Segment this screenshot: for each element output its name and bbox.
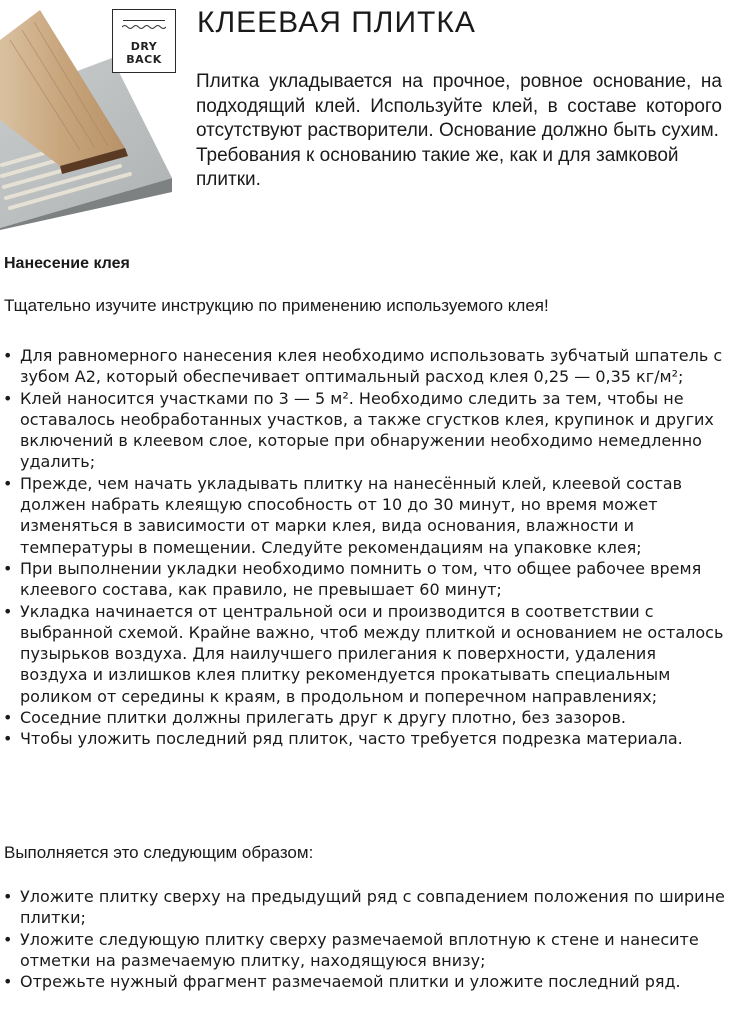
list-item: • Соседние плитки должны прилегать друг к другу плотно, без зазоров.: [0, 707, 726, 728]
page-title: КЛЕЕВАЯ ПЛИТКА: [197, 6, 476, 39]
logo-line1: DRY: [130, 40, 158, 53]
dry-back-logo: [112, 9, 176, 73]
intro-paragraph-2: Требования к основанию такие же, как и для замковой плитки.: [196, 144, 679, 190]
wave-icon: [122, 24, 166, 30]
method-intro-text: Выполняется это следующим образом:: [4, 843, 314, 862]
list-item: • Клей наносится участками по 3 — 5 м². Необходимо следить за тем, чтобы не оставалось необработанных участков, а также сгустков клея, крупинок и других включений в клеевом слое, которые при обнаружении необходимо немедленно удалить;: [0, 388, 726, 473]
logo-text: [113, 40, 175, 66]
list-item: • Уложите плитку сверху на предыдущий ряд с совпадением положения по ширине плитки;: [0, 886, 726, 929]
list-item: • Отрежьте нужный фрагмент размечаемой плитки и уложите последний ряд.: [0, 971, 726, 992]
instruction-text: Тщательно изучите инструкцию по применению используемого клея!: [4, 296, 549, 315]
logo-line2: BACK: [126, 53, 162, 66]
list-item: • Для равномерного нанесения клея необходимо использовать зубчатый шпатель с зубом А2, который обеспечивает оптимальный расход клея 0,25 — 0,35 кг/м²;: [0, 345, 726, 388]
list-item: • При выполнении укладки необходимо помнить о том, что общее рабочее время клеевого состава, как правило, не превышает 60 минут;: [0, 558, 726, 601]
list-item: • Прежде, чем начать укладывать плитку на нанесённый клей, клеевой состав должен набрать клеящую способность от 10 до 30 минут, но время может изменяться в зависимости от марки клея, вида основания, влажности и температуры в помещении. Следуйте рекомендациям на упаковке клея;: [0, 473, 726, 558]
logo-line-decoration: [123, 20, 165, 21]
list-item: • Укладка начинается от центральной оси и производится в соответствии с выбранной схемой. Крайне важно, чтоб между плиткой и основанием не осталось пузырьков воздуха. Для наилучшего прилегания к поверхности, удаления воздуха и излишков клея плитку рекомендуется прокатывать специальным роликом от середины к краям, в продольном и поперечном направлениях;: [0, 601, 726, 707]
intro-text: [196, 70, 722, 193]
list-item: • Чтобы уложить последний ряд плиток, часто требуется подрезка материала.: [0, 728, 726, 749]
steps-bullet-list: [0, 886, 726, 992]
section-heading: Нанесение клея: [4, 255, 130, 272]
list-item: • Уложите следующую плитку сверху размечаемой вплотную к стене и нанесите отметки на размечаемую плитку, находящуюся внизу;: [0, 929, 726, 972]
intro-paragraph-1: Плитка укладывается на прочное, ровное основание, на подходящий клей. Используйте клей, в составе которого отсутствуют растворители. Основание должно быть сухим.: [196, 71, 722, 141]
adhesive-bullet-list: [0, 345, 726, 750]
